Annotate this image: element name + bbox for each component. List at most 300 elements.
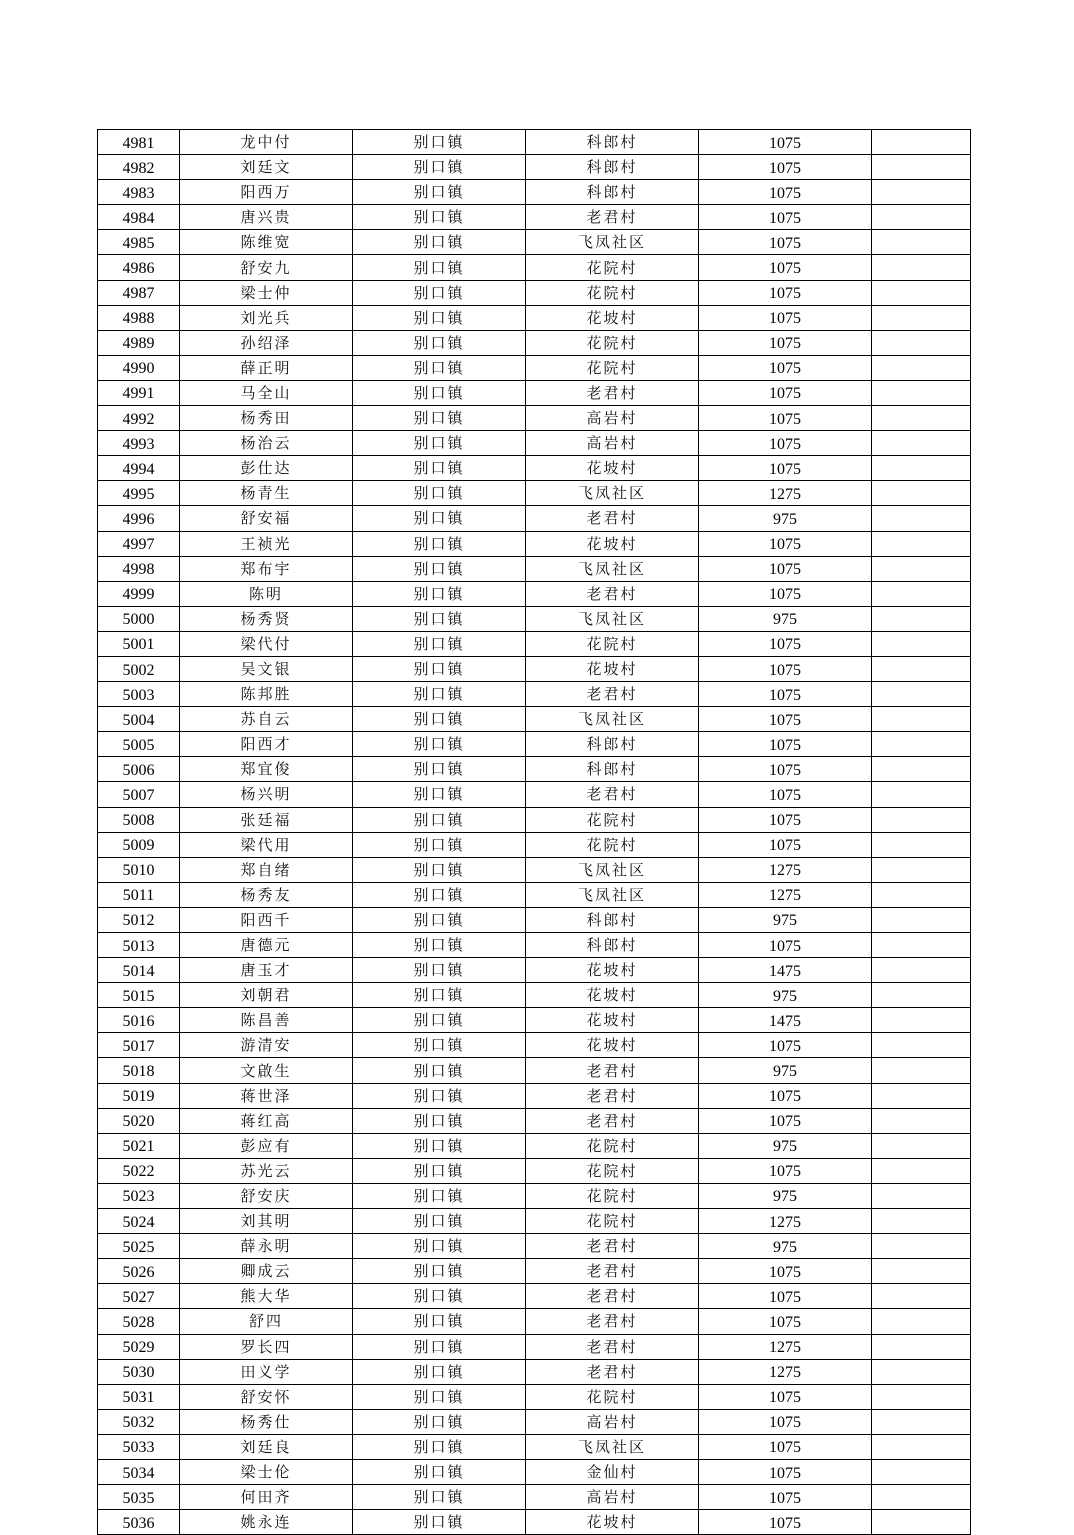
remark-cell — [872, 1234, 971, 1259]
name-cell: 陈邦胜 — [180, 682, 353, 707]
row-number-cell: 4984 — [98, 205, 180, 230]
table-row — [98, 907, 971, 932]
amount-cell: 1075 — [699, 1485, 872, 1510]
remark-cell — [872, 581, 971, 606]
name-cell: 苏光云 — [180, 1158, 353, 1183]
amount-cell: 975 — [699, 506, 872, 531]
remark-cell — [872, 481, 971, 506]
town-cell: 别口镇 — [353, 506, 526, 531]
name-cell: 文啟生 — [180, 1058, 353, 1083]
name-cell: 杨秀友 — [180, 882, 353, 907]
village-cell: 飞凤社区 — [526, 1434, 699, 1459]
amount-cell: 1075 — [699, 355, 872, 380]
name-cell: 吴文银 — [180, 656, 353, 681]
town-cell: 别口镇 — [353, 1108, 526, 1133]
name-cell: 梁代用 — [180, 832, 353, 857]
table-row — [98, 305, 971, 330]
amount-cell: 1075 — [699, 230, 872, 255]
village-cell: 花院村 — [526, 631, 699, 656]
town-cell: 别口镇 — [353, 1485, 526, 1510]
amount-cell: 1075 — [699, 1259, 872, 1284]
row-number-cell: 5005 — [98, 732, 180, 757]
amount-cell: 1275 — [699, 882, 872, 907]
name-cell: 梁代付 — [180, 631, 353, 656]
village-cell: 老君村 — [526, 581, 699, 606]
town-cell: 别口镇 — [353, 732, 526, 757]
village-cell: 老君村 — [526, 380, 699, 405]
row-number-cell: 4991 — [98, 380, 180, 405]
remark-cell — [872, 556, 971, 581]
amount-cell: 1075 — [699, 380, 872, 405]
name-cell: 杨兴明 — [180, 782, 353, 807]
row-number-cell: 5018 — [98, 1058, 180, 1083]
town-cell: 别口镇 — [353, 1309, 526, 1334]
row-number-cell: 4995 — [98, 481, 180, 506]
table-row — [98, 958, 971, 983]
village-cell: 飞凤社区 — [526, 882, 699, 907]
town-cell: 别口镇 — [353, 757, 526, 782]
table-row — [98, 983, 971, 1008]
town-cell: 别口镇 — [353, 656, 526, 681]
remark-cell — [872, 1510, 971, 1535]
remark-cell — [872, 1459, 971, 1484]
amount-cell: 1075 — [699, 406, 872, 431]
remark-cell — [872, 1133, 971, 1158]
row-number-cell: 4989 — [98, 330, 180, 355]
village-cell: 科郎村 — [526, 130, 699, 155]
remark-cell — [872, 1284, 971, 1309]
town-cell: 别口镇 — [353, 531, 526, 556]
remark-cell — [872, 1033, 971, 1058]
town-cell: 别口镇 — [353, 180, 526, 205]
name-cell: 何田齐 — [180, 1485, 353, 1510]
row-number-cell: 5008 — [98, 807, 180, 832]
town-cell: 别口镇 — [353, 832, 526, 857]
table-row — [98, 506, 971, 531]
name-cell: 郑布宇 — [180, 556, 353, 581]
row-number-cell: 5002 — [98, 656, 180, 681]
name-cell: 熊大华 — [180, 1284, 353, 1309]
amount-cell: 1075 — [699, 531, 872, 556]
remark-cell — [872, 1409, 971, 1434]
row-number-cell: 5013 — [98, 933, 180, 958]
table-row — [98, 882, 971, 907]
name-cell: 舒安怀 — [180, 1384, 353, 1409]
amount-cell: 1075 — [699, 1510, 872, 1535]
row-number-cell: 5024 — [98, 1209, 180, 1234]
amount-cell: 975 — [699, 1133, 872, 1158]
town-cell: 别口镇 — [353, 481, 526, 506]
table-row — [98, 556, 971, 581]
remark-cell — [872, 1108, 971, 1133]
remark-cell — [872, 807, 971, 832]
town-cell: 别口镇 — [353, 130, 526, 155]
name-cell: 薛正明 — [180, 355, 353, 380]
name-cell: 陈明 — [180, 581, 353, 606]
amount-cell: 1075 — [699, 431, 872, 456]
amount-cell: 1275 — [699, 857, 872, 882]
remark-cell — [872, 631, 971, 656]
remark-cell — [872, 280, 971, 305]
remark-cell — [872, 857, 971, 882]
town-cell: 别口镇 — [353, 1359, 526, 1384]
name-cell: 梁士仲 — [180, 280, 353, 305]
village-cell: 高岩村 — [526, 1485, 699, 1510]
village-cell: 高岩村 — [526, 431, 699, 456]
name-cell: 姚永连 — [180, 1510, 353, 1535]
town-cell: 别口镇 — [353, 280, 526, 305]
amount-cell: 1075 — [699, 255, 872, 280]
table-row — [98, 1384, 971, 1409]
village-cell: 老君村 — [526, 1284, 699, 1309]
amount-cell: 1075 — [699, 1083, 872, 1108]
remark-cell — [872, 1334, 971, 1359]
amount-cell: 1075 — [699, 456, 872, 481]
table-row — [98, 1033, 971, 1058]
table-row — [98, 857, 971, 882]
village-cell: 科郎村 — [526, 180, 699, 205]
town-cell: 别口镇 — [353, 1334, 526, 1359]
name-cell: 卿成云 — [180, 1259, 353, 1284]
row-number-cell: 5012 — [98, 907, 180, 932]
village-cell: 花院村 — [526, 807, 699, 832]
row-number-cell: 5030 — [98, 1359, 180, 1384]
town-cell: 别口镇 — [353, 1183, 526, 1208]
table-row — [98, 380, 971, 405]
remark-cell — [872, 682, 971, 707]
row-number-cell: 5020 — [98, 1108, 180, 1133]
name-cell: 郑自绪 — [180, 857, 353, 882]
table-row — [98, 832, 971, 857]
town-cell: 别口镇 — [353, 882, 526, 907]
village-cell: 花院村 — [526, 280, 699, 305]
village-cell: 花院村 — [526, 1209, 699, 1234]
amount-cell: 1275 — [699, 481, 872, 506]
town-cell: 别口镇 — [353, 807, 526, 832]
remark-cell — [872, 330, 971, 355]
table-row — [98, 1183, 971, 1208]
amount-cell: 1075 — [699, 1158, 872, 1183]
village-cell: 老君村 — [526, 782, 699, 807]
name-cell: 唐德元 — [180, 933, 353, 958]
table-row — [98, 155, 971, 180]
amount-cell: 975 — [699, 907, 872, 932]
town-cell: 别口镇 — [353, 1133, 526, 1158]
amount-cell: 1075 — [699, 556, 872, 581]
table-row — [98, 1083, 971, 1108]
amount-cell: 1275 — [699, 1209, 872, 1234]
remark-cell — [872, 1434, 971, 1459]
table-row — [98, 581, 971, 606]
town-cell: 别口镇 — [353, 205, 526, 230]
remark-cell — [872, 1309, 971, 1334]
name-cell: 阳西万 — [180, 180, 353, 205]
town-cell: 别口镇 — [353, 456, 526, 481]
amount-cell: 1075 — [699, 631, 872, 656]
remark-cell — [872, 732, 971, 757]
amount-cell: 1075 — [699, 1459, 872, 1484]
remark-cell — [872, 656, 971, 681]
village-cell: 科郎村 — [526, 732, 699, 757]
name-cell: 彭仕达 — [180, 456, 353, 481]
table-row — [98, 656, 971, 681]
town-cell: 别口镇 — [353, 631, 526, 656]
row-number-cell: 5034 — [98, 1459, 180, 1484]
village-cell: 老君村 — [526, 1234, 699, 1259]
amount-cell: 1075 — [699, 1033, 872, 1058]
table-row — [98, 205, 971, 230]
amount-cell: 1075 — [699, 205, 872, 230]
name-cell: 杨秀贤 — [180, 606, 353, 631]
village-cell: 花院村 — [526, 255, 699, 280]
table-row — [98, 1209, 971, 1234]
amount-cell: 1075 — [699, 782, 872, 807]
name-cell: 杨青生 — [180, 481, 353, 506]
name-cell: 蒋世泽 — [180, 1083, 353, 1108]
name-cell: 舒安福 — [180, 506, 353, 531]
name-cell: 刘其明 — [180, 1209, 353, 1234]
row-number-cell: 4998 — [98, 556, 180, 581]
name-cell: 杨秀仕 — [180, 1409, 353, 1434]
remark-cell — [872, 958, 971, 983]
row-number-cell: 4988 — [98, 305, 180, 330]
remark-cell — [872, 406, 971, 431]
amount-cell: 1075 — [699, 1434, 872, 1459]
remark-cell — [872, 456, 971, 481]
table-row — [98, 606, 971, 631]
name-cell: 罗长四 — [180, 1334, 353, 1359]
village-cell: 高岩村 — [526, 1409, 699, 1434]
name-cell: 陈昌善 — [180, 1008, 353, 1033]
amount-cell: 1075 — [699, 732, 872, 757]
table-row — [98, 1359, 971, 1384]
village-cell: 花院村 — [526, 832, 699, 857]
village-cell: 老君村 — [526, 205, 699, 230]
table-row — [98, 782, 971, 807]
row-number-cell: 5000 — [98, 606, 180, 631]
amount-cell: 1075 — [699, 656, 872, 681]
village-cell: 金仙村 — [526, 1459, 699, 1484]
village-cell: 花坡村 — [526, 656, 699, 681]
table-row — [98, 933, 971, 958]
name-cell: 薛永明 — [180, 1234, 353, 1259]
town-cell: 别口镇 — [353, 556, 526, 581]
table-row — [98, 431, 971, 456]
table-body — [98, 130, 971, 1535]
town-cell: 别口镇 — [353, 933, 526, 958]
table-row — [98, 1485, 971, 1510]
town-cell: 别口镇 — [353, 1158, 526, 1183]
row-number-cell: 5027 — [98, 1284, 180, 1309]
amount-cell: 975 — [699, 983, 872, 1008]
row-number-cell: 5017 — [98, 1033, 180, 1058]
row-number-cell: 4996 — [98, 506, 180, 531]
village-cell: 花坡村 — [526, 1008, 699, 1033]
table-row — [98, 1334, 971, 1359]
village-cell: 花院村 — [526, 1183, 699, 1208]
town-cell: 别口镇 — [353, 330, 526, 355]
row-number-cell: 4983 — [98, 180, 180, 205]
town-cell: 别口镇 — [353, 305, 526, 330]
amount-cell: 1075 — [699, 682, 872, 707]
remark-cell — [872, 1359, 971, 1384]
amount-cell: 1475 — [699, 958, 872, 983]
remark-cell — [872, 983, 971, 1008]
table-row — [98, 481, 971, 506]
row-number-cell: 4999 — [98, 581, 180, 606]
remark-cell — [872, 380, 971, 405]
table-row — [98, 255, 971, 280]
remark-cell — [872, 782, 971, 807]
village-cell: 花坡村 — [526, 958, 699, 983]
remark-cell — [872, 180, 971, 205]
amount-cell: 1275 — [699, 1359, 872, 1384]
remark-cell — [872, 1083, 971, 1108]
remark-cell — [872, 933, 971, 958]
row-number-cell: 4985 — [98, 230, 180, 255]
town-cell: 别口镇 — [353, 1058, 526, 1083]
row-number-cell: 4986 — [98, 255, 180, 280]
table-row — [98, 1158, 971, 1183]
table-row — [98, 1434, 971, 1459]
name-cell: 杨治云 — [180, 431, 353, 456]
village-cell: 飞凤社区 — [526, 606, 699, 631]
village-cell: 花坡村 — [526, 456, 699, 481]
row-number-cell: 5015 — [98, 983, 180, 1008]
town-cell: 别口镇 — [353, 907, 526, 932]
remark-cell — [872, 757, 971, 782]
row-number-cell: 5003 — [98, 682, 180, 707]
village-cell: 花坡村 — [526, 531, 699, 556]
table-row — [98, 1309, 971, 1334]
town-cell: 别口镇 — [353, 857, 526, 882]
row-number-cell: 4990 — [98, 355, 180, 380]
town-cell: 别口镇 — [353, 1033, 526, 1058]
row-number-cell: 5026 — [98, 1259, 180, 1284]
remark-cell — [872, 230, 971, 255]
amount-cell: 1075 — [699, 305, 872, 330]
town-cell: 别口镇 — [353, 1284, 526, 1309]
table-row — [98, 180, 971, 205]
amount-cell: 1075 — [699, 155, 872, 180]
remark-cell — [872, 1158, 971, 1183]
row-number-cell: 4993 — [98, 431, 180, 456]
remark-cell — [872, 1058, 971, 1083]
village-cell: 花院村 — [526, 1384, 699, 1409]
amount-cell: 975 — [699, 606, 872, 631]
remark-cell — [872, 205, 971, 230]
row-number-cell: 5009 — [98, 832, 180, 857]
town-cell: 别口镇 — [353, 782, 526, 807]
town-cell: 别口镇 — [353, 1083, 526, 1108]
name-cell: 杨秀田 — [180, 406, 353, 431]
village-cell: 科郎村 — [526, 933, 699, 958]
row-number-cell: 4994 — [98, 456, 180, 481]
village-cell: 花院村 — [526, 330, 699, 355]
row-number-cell: 5036 — [98, 1510, 180, 1535]
name-cell: 刘廷文 — [180, 155, 353, 180]
name-cell: 苏自云 — [180, 707, 353, 732]
town-cell: 别口镇 — [353, 1510, 526, 1535]
table-row — [98, 707, 971, 732]
village-cell: 飞凤社区 — [526, 230, 699, 255]
town-cell: 别口镇 — [353, 255, 526, 280]
name-cell: 游清安 — [180, 1033, 353, 1058]
village-cell: 科郎村 — [526, 757, 699, 782]
table-row — [98, 280, 971, 305]
amount-cell: 1075 — [699, 130, 872, 155]
village-cell: 老君村 — [526, 1334, 699, 1359]
town-cell: 别口镇 — [353, 1008, 526, 1033]
amount-cell: 1075 — [699, 933, 872, 958]
name-cell: 陈维宽 — [180, 230, 353, 255]
row-number-cell: 4992 — [98, 406, 180, 431]
row-number-cell: 5025 — [98, 1234, 180, 1259]
remark-cell — [872, 155, 971, 180]
town-cell: 别口镇 — [353, 406, 526, 431]
name-cell: 阳西才 — [180, 732, 353, 757]
name-cell: 唐兴贵 — [180, 205, 353, 230]
table-row — [98, 682, 971, 707]
table-row — [98, 1459, 971, 1484]
name-cell: 舒安庆 — [180, 1183, 353, 1208]
village-cell: 老君村 — [526, 1259, 699, 1284]
remark-cell — [872, 305, 971, 330]
table-row — [98, 732, 971, 757]
table-row — [98, 406, 971, 431]
remark-cell — [872, 431, 971, 456]
town-cell: 别口镇 — [353, 355, 526, 380]
village-cell: 高岩村 — [526, 406, 699, 431]
remark-cell — [872, 707, 971, 732]
village-cell: 花院村 — [526, 355, 699, 380]
amount-cell: 1075 — [699, 707, 872, 732]
amount-cell: 1075 — [699, 581, 872, 606]
village-cell: 花院村 — [526, 1158, 699, 1183]
row-number-cell: 5016 — [98, 1008, 180, 1033]
remark-cell — [872, 255, 971, 280]
row-number-cell: 5004 — [98, 707, 180, 732]
row-number-cell: 4987 — [98, 280, 180, 305]
row-number-cell: 4982 — [98, 155, 180, 180]
amount-cell: 1075 — [699, 1409, 872, 1434]
row-number-cell: 5006 — [98, 757, 180, 782]
row-number-cell: 5031 — [98, 1384, 180, 1409]
remark-cell — [872, 832, 971, 857]
remark-cell — [872, 531, 971, 556]
name-cell: 彭应有 — [180, 1133, 353, 1158]
name-cell: 刘朝君 — [180, 983, 353, 1008]
row-number-cell: 5011 — [98, 882, 180, 907]
table-row — [98, 807, 971, 832]
town-cell: 别口镇 — [353, 1434, 526, 1459]
village-cell: 花坡村 — [526, 1033, 699, 1058]
amount-cell: 1075 — [699, 180, 872, 205]
row-number-cell: 5033 — [98, 1434, 180, 1459]
village-cell: 飞凤社区 — [526, 481, 699, 506]
village-cell: 花坡村 — [526, 983, 699, 1008]
village-cell: 花坡村 — [526, 305, 699, 330]
remark-cell — [872, 130, 971, 155]
amount-cell: 975 — [699, 1234, 872, 1259]
remark-cell — [872, 1384, 971, 1409]
village-cell: 飞凤社区 — [526, 707, 699, 732]
name-cell: 马全山 — [180, 380, 353, 405]
name-cell: 刘廷良 — [180, 1434, 353, 1459]
amount-cell: 1075 — [699, 1284, 872, 1309]
remark-cell — [872, 355, 971, 380]
row-number-cell: 5022 — [98, 1158, 180, 1183]
